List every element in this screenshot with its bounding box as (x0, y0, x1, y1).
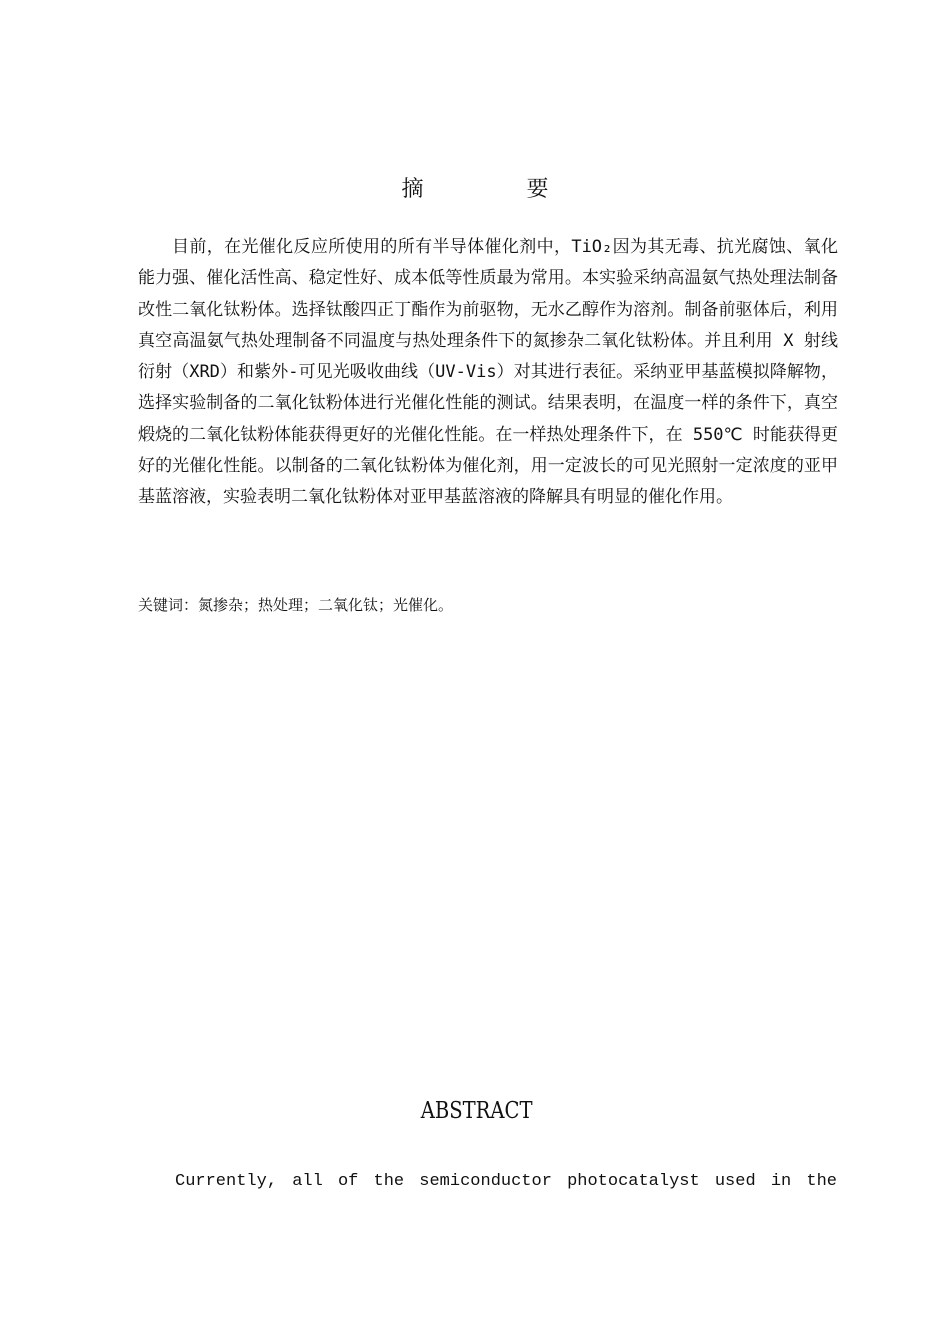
word: in (770, 1172, 792, 1191)
word: the (806, 1172, 837, 1191)
word: used (714, 1172, 756, 1191)
word: of (337, 1172, 359, 1191)
word: all (292, 1172, 323, 1191)
keywords-line: 关键词：氮掺杂；热处理；二氧化钛；光催化。 (138, 596, 454, 614)
chinese-abstract-title: 摘 要 (401, 177, 597, 202)
word: photocatalyst (567, 1172, 700, 1191)
word: the (373, 1172, 405, 1191)
english-abstract-first-line (175, 1172, 837, 1191)
word: Currently, (175, 1172, 278, 1191)
chinese-abstract-paragraph: 目前，在光催化反应所使用的所有半导体催化剂中，TiO₂因为其无毒、抗光腐蚀、氧化能力强、催化活性高、稳定性好、成本低等性质最为常用。本实验采纳高温氨气热处理法制备改性二氧化钛粉体。选择钛酸四正丁酯作为前驱物，无水乙醇作为溶剂。制备前驱体后，利用真空高温氨气热处理制备不同温度与热处理条件下的氮掺杂二氧化钛粉体。并且利用 X 射线衍射（XRD）和紫外-可见光吸收曲线（UV-Vis）对其进行表征。采纳亚甲基蓝模拟降解物，选择实验制备的二氧化钛粉体进行光催化性能的测试。结果表明，在温度一样的条件下，真空煅烧的二氧化钛粉体能获得更好的光催化性能。在一样热处理条件下，在 550℃ 时能获得更好的光催化性能。以制备的二氧化钛粉体为催化剂，用一定波长的可见光照射一定浓度的亚甲基蓝溶液，实验表明二氧化钛粉体对亚甲基蓝溶液的降解具有明显的催化作用。 (138, 237, 838, 508)
word: semiconductor (419, 1172, 552, 1191)
chinese-abstract-body (138, 232, 838, 514)
english-abstract-title: ABSTRACT (420, 1098, 533, 1124)
